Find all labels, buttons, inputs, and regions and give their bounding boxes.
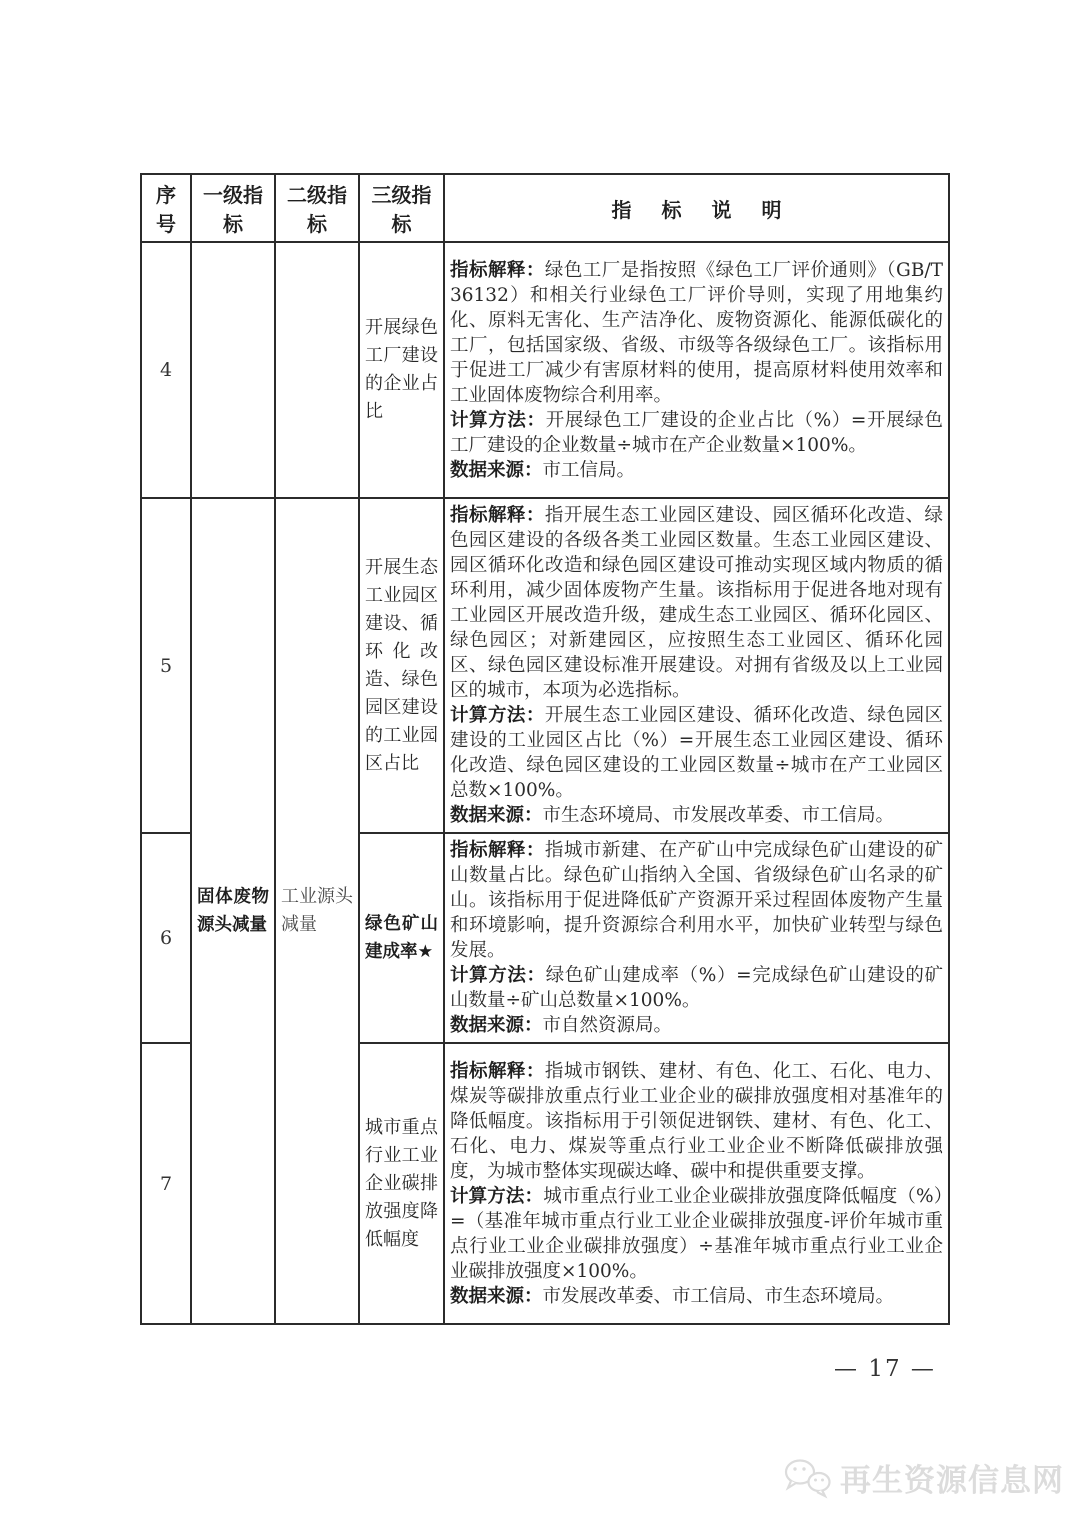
- indicator-table: [140, 173, 950, 1325]
- table-row: [141, 498, 949, 833]
- level2-indicator-empty: [275, 242, 359, 498]
- col-header-seq: 序号: [141, 174, 191, 242]
- col-header-level2: 二级指标: [275, 174, 359, 242]
- level2-indicator: 工业源头减量: [275, 498, 359, 1324]
- row-number: 6: [141, 833, 191, 1043]
- col-header-level3: 三级指标: [359, 174, 444, 242]
- level3-indicator: 开展生态工业园区建设、循环化改造、绿色园区建设的工业园区占比: [359, 498, 444, 833]
- site-watermark: [782, 1455, 1064, 1500]
- indicator-description: [444, 1043, 949, 1324]
- table-header-row: [141, 174, 949, 242]
- page-number: — 17 —: [834, 1356, 936, 1382]
- description-paragraph: 指标解释：指城市钢铁、建材、有色、化工、石化、电力、煤炭等碳排放重点行业工业企业的碳排放强度相对基准年的降低幅度。该指标用于引领促进钢铁、建材、有色、化工、石化、电力、煤炭等重点行业工业企业不断降低碳排放强度，为城市整体实现碳达峰、碳中和提供重要支撑。: [450, 1060, 943, 1182]
- row-number: 5: [141, 498, 191, 833]
- wechat-icon: [782, 1457, 834, 1499]
- row-number: 7: [141, 1043, 191, 1324]
- row-number: 4: [141, 242, 191, 498]
- description-paragraph: 计算方法：绿色矿山建成率（%）=完成绿色矿山建设的矿山数量÷矿山总数量×100%。: [450, 965, 943, 1011]
- description-paragraph: 计算方法：开展生态工业园区建设、循环化改造、绿色园区建设的工业园区占比（%）=开展生态工业园区建设、循环化改造、绿色园区建设的工业园区数量÷城市在产工业园区总数×100%。: [450, 705, 943, 801]
- col-header-description: 指标说明: [444, 174, 949, 242]
- level1-indicator: 固体废物源头减量: [191, 498, 275, 1324]
- table-row: [141, 242, 949, 498]
- watermark-text: 再生资源信息网: [840, 1463, 1064, 1499]
- level1-indicator-empty: [191, 242, 275, 498]
- description-paragraph: 数据来源：市生态环境局、市发展改革委、市工信局。: [450, 805, 895, 826]
- level3-indicator: 绿色矿山建成率★: [359, 833, 444, 1043]
- description-paragraph: 指标解释：指开展生态工业园区建设、园区循环化改造、绿色园区建设的各级各类工业园区数量。生态工业园区建设、园区循环化改造和绿色园区建设可推动实现区域内物质的循环利用，减少固体废物产生量。该指标用于促进各地对现有工业园区开展改造升级，建成生态工业园区、循环化园区、绿色园区；对新建园区，应按照生态工业园区、循环化园区、绿色园区建设标准开展建设。对拥有省级及以上工业园区的城市，本项为必选指标。: [450, 505, 943, 701]
- description-paragraph: 数据来源：市自然资源局。: [450, 1015, 673, 1036]
- level3-indicator: 开展绿色工厂建设的企业占比: [359, 242, 444, 498]
- description-paragraph: 数据来源：市发展改革委、市工信局、市生态环境局。: [450, 1285, 895, 1307]
- level3-indicator: 城市重点行业工业企业碳排放强度降低幅度: [359, 1043, 444, 1324]
- description-paragraph: 指标解释：绿色工厂是指按照《绿色工厂评价通则》（GB/T 36132）和相关行业绿色工厂评价导则，实现了用地集约化、原料无害化、生产洁净化、废物资源化、能源低碳化的工厂，包括国家级、省级、市级等各级绿色工厂。该指标用于促进工厂减少有害原材料的使用，提高原材料使用效率和工业固体废物综合利用率。: [450, 259, 943, 406]
- indicator-description: [444, 242, 949, 498]
- description-paragraph: 计算方法：城市重点行业工业企业碳排放强度降低幅度（%）=（基准年城市重点行业工业企业碳排放强度-评价年城市重点行业工业企业碳排放强度）÷基准年城市重点行业工业企业碳排放强度×100%。: [450, 1185, 943, 1282]
- indicator-description: [444, 833, 949, 1043]
- indicator-description: [444, 498, 949, 833]
- description-paragraph: 数据来源：市工信局。: [450, 459, 636, 481]
- col-header-level1: 一级指标: [191, 174, 275, 242]
- description-paragraph: 计算方法：开展绿色工厂建设的企业占比（%）=开展绿色工厂建设的企业数量÷城市在产企业数量×100%。: [450, 409, 943, 456]
- description-paragraph: 指标解释：指城市新建、在产矿山中完成绿色矿山建设的矿山数量占比。绿色矿山指纳入全国、省级绿色矿山名录的矿山。该指标用于促进降低矿产资源开采过程固体废物产生量和环境影响，提升资源综合利用水平，加快矿业转型与绿色发展。: [450, 840, 943, 961]
